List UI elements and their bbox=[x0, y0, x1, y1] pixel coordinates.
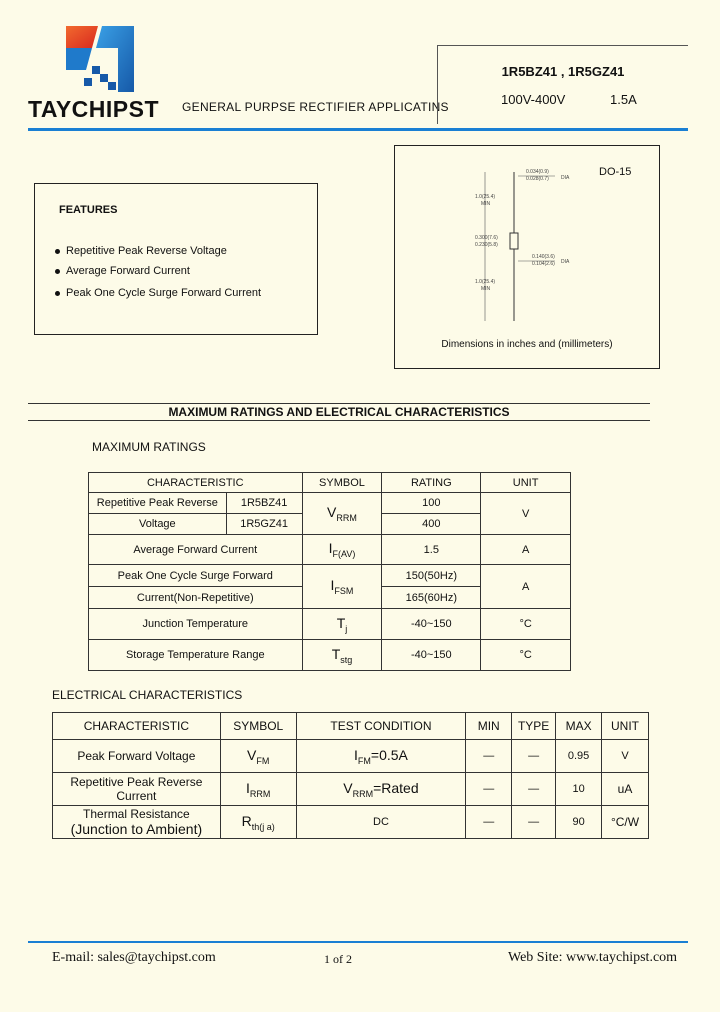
section-rule-top bbox=[28, 403, 650, 404]
th-min: MIN bbox=[466, 713, 512, 740]
cell-symbol: $V_{FM}$ bbox=[220, 740, 296, 773]
cell-min: — bbox=[466, 773, 512, 806]
table-row bbox=[89, 535, 571, 565]
feature-item: Peak One Cycle Surge Forward Current bbox=[55, 287, 261, 299]
max-ratings-table bbox=[88, 472, 571, 671]
features-box bbox=[34, 183, 318, 335]
th-typ: TYPE bbox=[512, 713, 556, 740]
table-header-row bbox=[89, 473, 571, 493]
th-unit: UNIT bbox=[481, 473, 571, 493]
dim-da-2: DIA bbox=[561, 259, 570, 265]
th-unit: UNIT bbox=[602, 713, 649, 740]
table-row bbox=[89, 609, 571, 640]
cell-condition: $I_{FM}=0.5A$ bbox=[296, 740, 466, 773]
header-divider bbox=[28, 128, 688, 131]
cell-min: — bbox=[466, 740, 512, 773]
cell-rating: -40~150 bbox=[382, 609, 481, 640]
cell-unit: V bbox=[481, 493, 571, 535]
cell-typ: — bbox=[512, 806, 556, 839]
feature-item: Average Forward Current bbox=[55, 265, 190, 277]
logo-icon bbox=[62, 22, 138, 92]
brand-logo bbox=[62, 22, 138, 92]
th-max: MAX bbox=[556, 713, 602, 740]
cell-unit: °C bbox=[481, 640, 571, 671]
cell-label: Junction Temperature bbox=[89, 609, 303, 640]
cell-max: 0.95 bbox=[556, 740, 602, 773]
dim-body-len: 0.300(7.6) bbox=[475, 235, 498, 241]
max-ratings-title: MAXIMUM RATINGS bbox=[92, 440, 206, 454]
electrical-title: ELECTRICAL CHARACTERISTICS bbox=[52, 688, 243, 702]
table-row bbox=[53, 806, 649, 839]
cell-label: Peak One Cycle Surge Forward bbox=[89, 565, 303, 587]
cell-rating: -40~150 bbox=[382, 640, 481, 671]
cell-typ: — bbox=[512, 773, 556, 806]
feature-item: Repetitive Peak Reverse Voltage bbox=[55, 245, 227, 257]
th-symbol: SYMBOL bbox=[220, 713, 296, 740]
cell-unit: V bbox=[602, 740, 649, 773]
cell-part: 1R5GZ41 bbox=[226, 514, 302, 535]
dim-lead-dia: 0.034(0.9) bbox=[526, 169, 549, 175]
electrical-table bbox=[52, 712, 649, 839]
section-rule-bottom bbox=[28, 420, 650, 421]
dim-min: MIN bbox=[481, 201, 491, 207]
cell-symbol: $V_{RRM}$ bbox=[302, 493, 382, 535]
table-header-row bbox=[53, 713, 649, 740]
footer-website: Web Site: www.taychipst.com bbox=[508, 950, 678, 965]
voltage-range: 100V-400V bbox=[501, 92, 566, 107]
dim-min-b: MIN bbox=[481, 286, 491, 292]
cell-unit: °C bbox=[481, 609, 571, 640]
brand-name: TAYCHIPST bbox=[28, 96, 160, 122]
cell-max: 90 bbox=[556, 806, 602, 839]
table-row bbox=[89, 565, 571, 587]
cell-max: 10 bbox=[556, 773, 602, 806]
cell-symbol: $I_{FSM}$ bbox=[302, 565, 382, 609]
footer-email: E-mail: sales@taychipst.com bbox=[52, 950, 216, 965]
section-title: MAXIMUM RATINGS AND ELECTRICAL CHARACTERISTICS bbox=[168, 405, 510, 419]
footer-divider bbox=[28, 941, 688, 943]
bullet-icon bbox=[55, 291, 60, 296]
cell-label: Thermal Resistance (Junction to Ambient) bbox=[53, 806, 221, 839]
footer-page: 1 of 2 bbox=[324, 952, 352, 966]
cell-symbol: $R_{th(j a)}$ bbox=[220, 806, 296, 839]
bullet-icon bbox=[55, 269, 60, 274]
th-test-condition: TEST CONDITION bbox=[296, 713, 466, 740]
cell-symbol: $I_{F(AV)}$ bbox=[302, 535, 382, 565]
cell-condition: DC bbox=[296, 806, 466, 839]
cell-label: Repetitive Peak Reverse bbox=[89, 493, 227, 514]
th-symbol: SYMBOL bbox=[302, 473, 382, 493]
cell-label: Current(Non-Repetitive) bbox=[89, 587, 303, 609]
dim-body-dia: 0.140(3.6) bbox=[532, 254, 555, 260]
cell-rating: 400 bbox=[382, 514, 481, 535]
current-rating: 1.5A bbox=[610, 92, 637, 107]
part-info-box bbox=[437, 45, 688, 124]
cell-label: Voltage bbox=[89, 514, 227, 535]
dim-lead-dia2: 0.028(0.7) bbox=[526, 176, 549, 182]
cell-label: Peak Forward Voltage bbox=[53, 740, 221, 773]
bullet-icon bbox=[55, 249, 60, 254]
cell-rating: 1.5 bbox=[382, 535, 481, 565]
dim-body-len2: 0.230(5.8) bbox=[475, 242, 498, 248]
cell-symbol: $T_j$ bbox=[302, 609, 382, 640]
cell-symbol: $T_{stg}$ bbox=[302, 640, 382, 671]
table-row bbox=[89, 493, 571, 514]
page-subtitle: GENERAL PURPSE RECTIFIER APPLICATINS bbox=[182, 100, 449, 114]
package-drawing bbox=[395, 146, 659, 336]
cell-condition: $V_{RRM}=Rated$ bbox=[296, 773, 466, 806]
cell-rating: 150(50Hz) bbox=[382, 565, 481, 587]
th-characteristic: CHARACTERISTIC bbox=[89, 473, 303, 493]
cell-unit: A bbox=[481, 535, 571, 565]
cell-part: 1R5BZ41 bbox=[226, 493, 302, 514]
package-name: DO-15 bbox=[599, 166, 632, 178]
dim-lead-len-b: 1.0(25.4) bbox=[475, 279, 496, 285]
cell-label: Storage Temperature Range bbox=[89, 640, 303, 671]
cell-unit: °C/W bbox=[602, 806, 649, 839]
cell-min: — bbox=[466, 806, 512, 839]
dimensions-note: Dimensions in inches and (millimeters) bbox=[441, 339, 613, 350]
part-numbers: 1R5BZ41 , 1R5GZ41 bbox=[501, 64, 625, 79]
package-box bbox=[394, 145, 660, 369]
table-row bbox=[53, 740, 649, 773]
table-row bbox=[53, 773, 649, 806]
cell-label: Average Forward Current bbox=[89, 535, 303, 565]
dim-body-dia2: 0.104(2.6) bbox=[532, 261, 555, 267]
features-title: FEATURES bbox=[59, 204, 118, 216]
cell-unit: uA bbox=[602, 773, 649, 806]
th-rating: RATING bbox=[382, 473, 481, 493]
cell-symbol: $I_{RRM}$ bbox=[220, 773, 296, 806]
th-characteristic: CHARACTERISTIC bbox=[53, 713, 221, 740]
cell-rating: 165(60Hz) bbox=[382, 587, 481, 609]
cell-typ: — bbox=[512, 740, 556, 773]
cell-rating: 100 bbox=[382, 493, 481, 514]
cell-label: Repetitive Peak Reverse Current bbox=[53, 773, 221, 806]
dim-lead-len: 1.0(25.4) bbox=[475, 194, 496, 200]
table-row bbox=[89, 640, 571, 671]
cell-unit: A bbox=[481, 565, 571, 609]
dim-da-1: DIA bbox=[561, 175, 570, 181]
